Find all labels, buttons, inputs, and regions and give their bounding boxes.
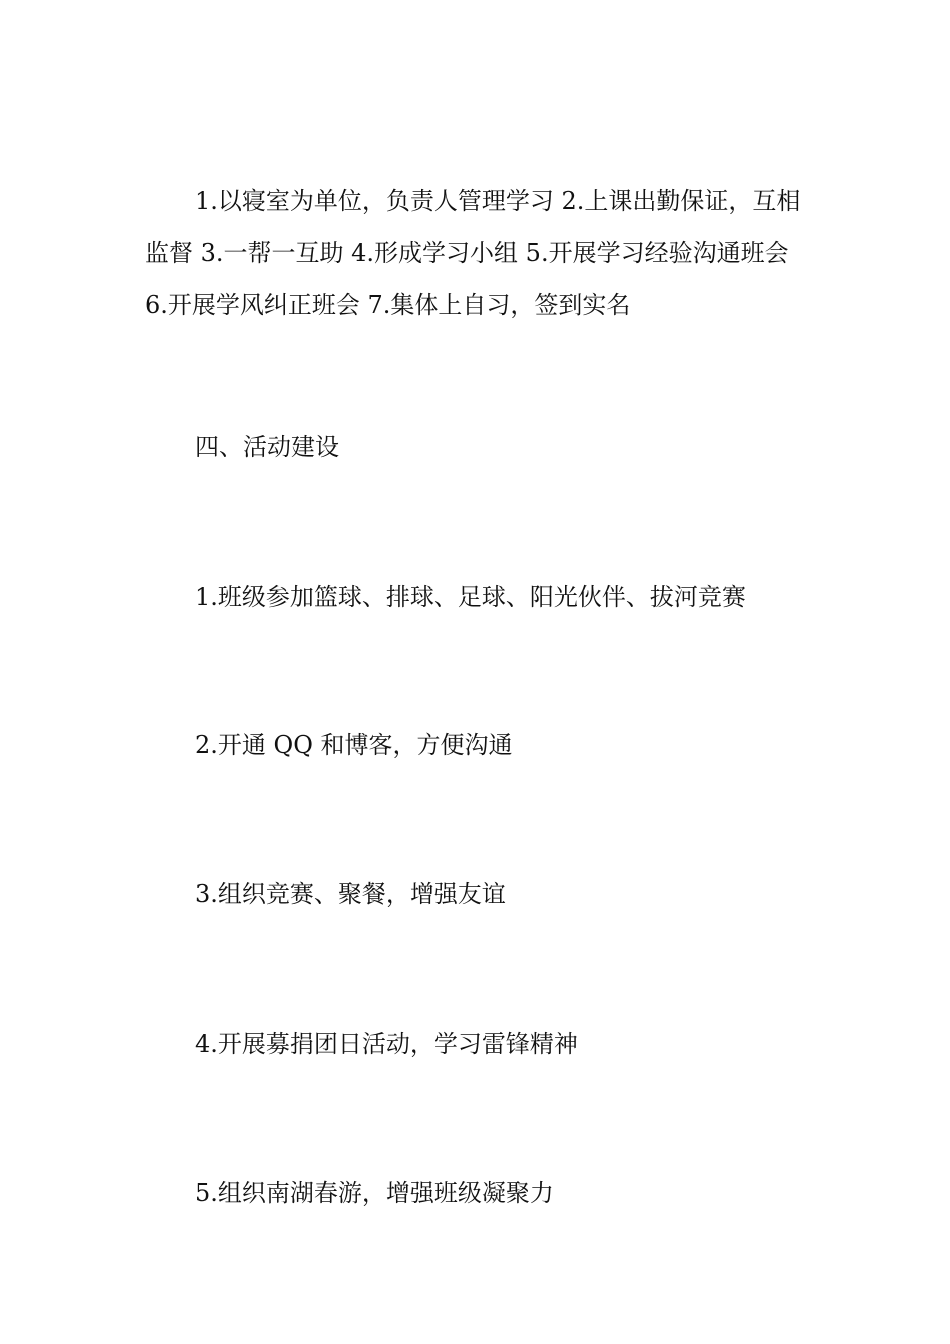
activity-item-1: 1.班级参加篮球、排球、足球、阳光伙伴、拔河竞赛 <box>195 583 746 611</box>
activity-item-5: 5.组织南湖春游，增强班级凝聚力 <box>195 1179 554 1207</box>
section-heading-activities: 四、活动建设 <box>195 433 339 461</box>
activity-item-4: 4.开展募捐团日活动，学习雷锋精神 <box>195 1030 578 1058</box>
activity-item-3: 3.组织竞赛、聚餐，增强友谊 <box>195 880 506 908</box>
activity-item-2: 2.开通 QQ 和博客，方便沟通 <box>195 731 513 759</box>
study-measures-paragraph: 1.以寝室为单位，负责人管理学习 2.上课出勤保证，互相监督 3.一帮一互助 4.形成学习小组 5.开展学习经验沟通班会 6.开展学风纠正班会 7.集体上自习，签到实名 <box>145 187 801 319</box>
